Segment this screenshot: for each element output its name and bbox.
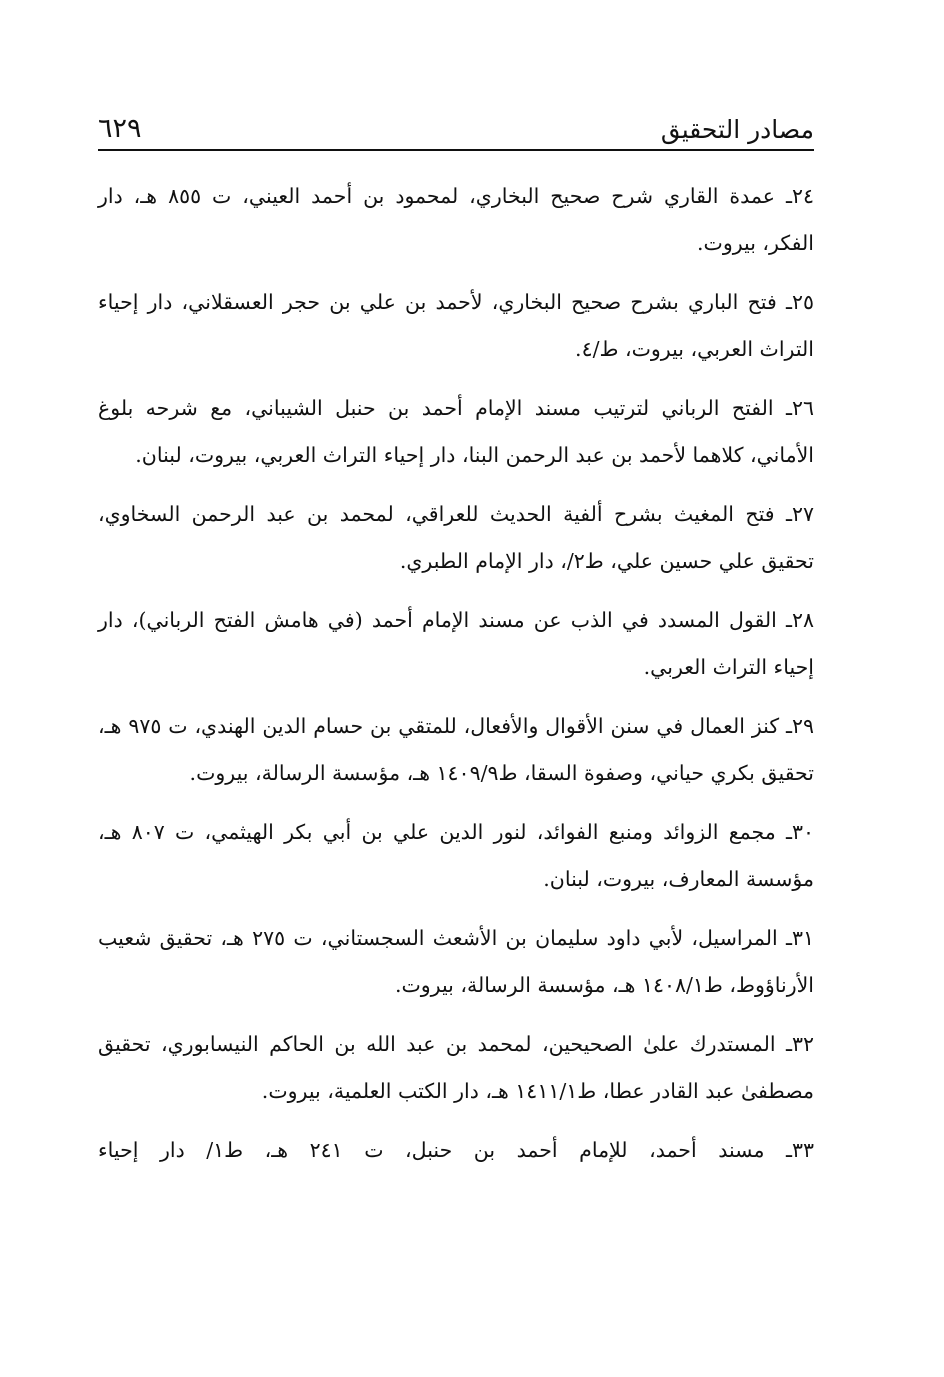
bibliography-entry-29: ٢٩ـ كنز العمال في سنن الأقوال والأفعال، للمتقي بن حسام الدين الهندي، ت ٩٧٥ هـ، تحقيق بكري حياني، وصفوة السقا، ط١٤٠٩/٩ هـ، مؤسسة الرسالة، بيروت. — [98, 714, 814, 785]
bibliography-entry-25: ٢٥ـ فتح الباري بشرح صحيح البخاري، لأحمد بن علي بن حجر العسقلاني، دار إحياء التراث العربي، بيروت، ط/٤. — [98, 290, 814, 361]
bibliography-entry-28: ٢٨ـ القول المسدد في الذب عن مسند الإمام أحمد (في هامش الفتح الرباني)، دار إحياء التراث العربي. — [98, 608, 814, 679]
bibliography-entry-31: ٣١ـ المراسيل، لأبي داود سليمان بن الأشعث السجستاني، ت ٢٧٥ هـ، تحقيق شعيب الأرناؤوط، ط١٤٠٨/١ هـ، مؤسسة الرسالة، بيروت. — [98, 926, 814, 997]
running-header — [98, 95, 814, 151]
page-number: ٦٢٩ — [98, 112, 142, 144]
bibliography-entry-30: ٣٠ـ مجمع الزوائد ومنبع الفوائد، لنور الدين علي بن أبي بكر الهيثمي، ت ٨٠٧ هـ، مؤسسة المعارف، بيروت، لبنان. — [98, 820, 814, 891]
bibliography-entry-32: ٣٢ـ المستدرك علىٰ الصحيحين، لمحمد بن عبد الله بن الحاكم النيسابوري، تحقيق مصطفىٰ عبد القادر عطا، ط١٤١١/١ هـ، دار الكتب العلمية، بيروت. — [98, 1032, 814, 1103]
page — [98, 95, 814, 1186]
bibliography-entry-27: ٢٧ـ فتح المغيث بشرح ألفية الحديث للعراقي، لمحمد بن عبد الرحمن السخاوي، تحقيق علي حسين علي، ط٢/، دار الإمام الطبري. — [98, 502, 814, 573]
bibliography-entry-33: ٣٣ـ مسند أحمد، للإمام أحمد بن حنبل، ت ٢٤١ هـ، ط١/ دار إحياء — [98, 1138, 814, 1162]
bibliography-list — [98, 173, 814, 1174]
header-title: مصادر التحقيق — [660, 115, 814, 144]
bibliography-entry-24: ٢٤ـ عمدة القاري شرح صحيح البخاري، لمحمود بن أحمد العيني، ت ٨٥٥ هـ، دار الفكر، بيروت. — [98, 184, 814, 255]
bibliography-entry-26: ٢٦ـ الفتح الرباني لترتيب مسند الإمام أحمد بن حنبل الشيباني، مع شرحه بلوغ الأماني، كلاهما لأحمد بن عبد الرحمن البنا، دار إحياء التراث العربي، بيروت، لبنان. — [98, 396, 814, 467]
